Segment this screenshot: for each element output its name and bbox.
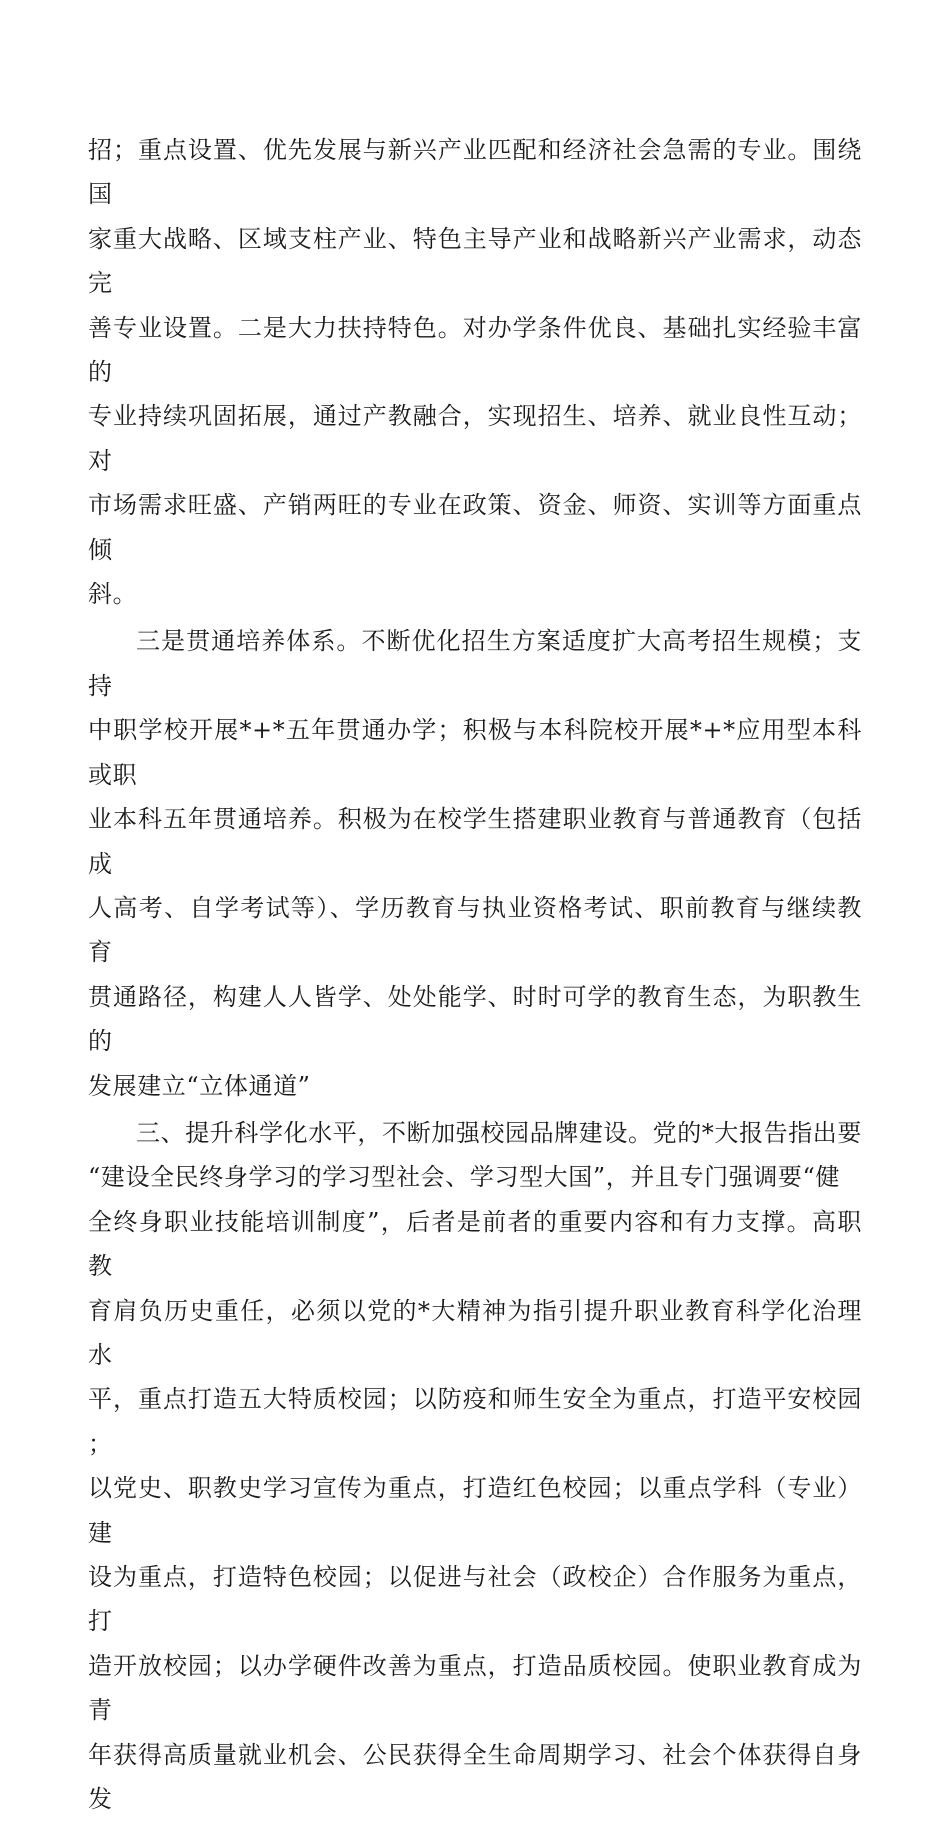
text-line: 育肩负历史重任，必须以党的*大精神为指引提升职业教育科学化治理水 [88,1296,862,1369]
text-line: 招；重点设置、优先发展与新兴产业匹配和经济社会急需的专业。围绕国 [88,136,862,209]
paragraph-3 [88,1111,862,1821]
text-line: 业本科五年贯通培养。积极为在校学生搭建职业教育与普通教育（包括成 [88,805,862,878]
text-line: 三、提升科学化水平，不断加强校园品牌建设。党的*大报告指出要 [136,1118,862,1147]
text-line: 市场需求旺盛、产销两旺的专业在政策、资金、师资、实训等方面重点倾 [88,491,862,564]
text-line: “建设全民终身学习的学习型社会、学习型大国”，并且专门强调要“健 [88,1163,841,1192]
paragraph-1 [88,128,862,616]
text-line: 三是贯通培养体系。不断优化招生方案适度扩大高考招生规模；支持 [88,627,862,700]
text-line: 发展建立“立体通道” [88,1071,311,1100]
text-line: 家重大战略、区域支柱产业、特色主导产业和战略新兴产业需求，动态完 [88,224,862,298]
text-line: 平，重点打造五大特质校园；以防疫和师生安全为重点，打造平安校园； [88,1385,862,1458]
paragraph-2 [88,619,862,1107]
text-line: 以党史、职教史学习宣传为重点，打造红色校园；以重点学科（专业）建 [88,1474,862,1547]
text-line: 设为重点，打造特色校园；以促进与社会（政校企）合作服务为重点，打 [88,1563,862,1636]
text-line: 专业持续巩固拓展，通过产教融合，实现招生、培养、就业良性互动；对 [88,402,862,475]
text-line: 造开放校园；以办学硬件改善为重点，打造品质校园。使职业教育成为青 [88,1651,862,1725]
document-page [88,128,862,1821]
text-line: 善专业设置。二是大力扶持特色。对办学条件优良、基础扎实经验丰富的 [88,313,862,387]
text-line: 斜。 [88,580,138,609]
text-line: 中职学校开展*+*五年贯通办学；积极与本科院校开展*+*应用型本科或职 [88,716,862,789]
text-line: 人高考、自学考试等）、学历教育与执业资格考试、职前教育与继续教育 [88,893,862,967]
text-line: 全终身职业技能培训制度”，后者是前者的重要内容和有力支撑。高职教 [88,1207,862,1281]
text-line: 贯通路径，构建人人皆学、处处能学、时时可学的教育生态，为职教生的 [88,982,862,1056]
text-line: 年获得高质量就业机会、公民获得全生命周期学习、社会个体获得自身发 [88,1740,862,1814]
